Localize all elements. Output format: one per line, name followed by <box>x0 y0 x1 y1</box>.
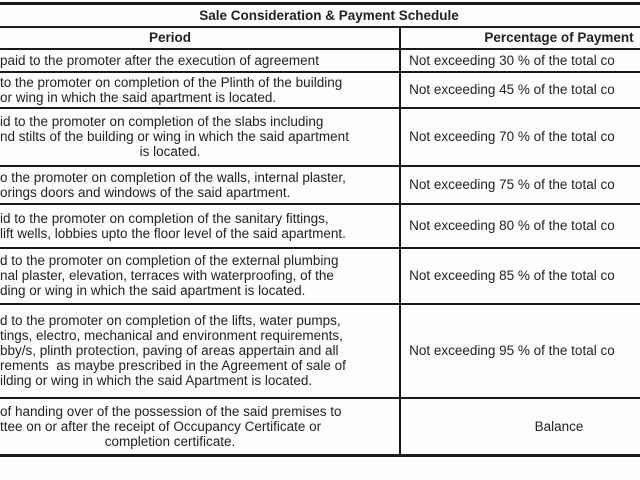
period-cell <box>0 108 400 166</box>
table-row <box>0 49 640 72</box>
table-sheet <box>0 2 640 457</box>
table-row <box>0 166 640 204</box>
payment-value: Balance <box>534 418 584 434</box>
period-line: is located. <box>139 144 201 159</box>
period-line: completion certificate. <box>104 433 236 449</box>
table-row <box>0 204 640 248</box>
payment-cell <box>400 49 640 72</box>
period-line: id to the promoter on completion of the sanitary fittings, <box>0 210 329 226</box>
payment-value: Not exceeding 75 % of the total co <box>409 177 615 192</box>
period-line: ding or wing in which the said apartment is located. <box>0 283 306 298</box>
column-header-payment: Percentage of Payment <box>400 27 640 49</box>
payment-cell <box>400 108 640 166</box>
period-cell <box>0 49 400 72</box>
period-line: paid to the promoter after the execution of agreement <box>0 52 319 68</box>
period-line: to the promoter on completion of the Plinth of the building <box>0 74 343 90</box>
payment-cell <box>400 166 640 204</box>
period-line: o the promoter on completion of the walls, internal plaster, <box>0 169 346 185</box>
payment-value: Not exceeding 95 % of the total co <box>409 343 615 358</box>
payment-cell <box>400 398 640 456</box>
table-header-row <box>0 27 640 49</box>
period-line: lift wells, lobbies upto the floor level of the said apartment. <box>0 225 346 241</box>
period-cell <box>0 166 400 204</box>
payment-value: Not exceeding 85 % of the total co <box>409 268 615 283</box>
payment-value: Not exceeding 45 % of the total co <box>409 82 615 97</box>
payment-cell <box>400 72 640 108</box>
table-row <box>0 398 640 456</box>
period-line: or wing in which the said apartment is located. <box>0 89 277 105</box>
period-line: rements as maybe prescribed in the Agreement of sale of <box>0 358 346 373</box>
period-cell <box>0 72 400 108</box>
period-cell <box>0 398 400 456</box>
table-row <box>0 72 640 108</box>
period-line: d to the promoter on completion of the lifts, water pumps, <box>0 313 341 328</box>
payment-cell <box>400 248 640 304</box>
period-line: ilding or wing in which the said Apartment is located. <box>0 373 313 388</box>
period-line: bby/s, plinth protection, paving of areas appertain and all <box>0 343 339 358</box>
payment-value: Not exceeding 80 % of the total co <box>409 218 615 233</box>
payment-value: Not exceeding 70 % of the total co <box>409 129 615 144</box>
period-cell <box>0 304 400 398</box>
table-title-row <box>0 4 640 27</box>
period-line: of handing over of the possession of the said premises to <box>0 403 342 419</box>
period-cell <box>0 204 400 248</box>
period-cell <box>0 248 400 304</box>
column-header-period: Period <box>0 27 400 49</box>
table-row <box>0 248 640 304</box>
payment-cell <box>400 204 640 248</box>
period-line: orings doors and windows of the said apartment. <box>0 184 291 200</box>
table-row <box>0 304 640 398</box>
payment-cell <box>400 304 640 398</box>
period-line: id to the promoter on completion of the slabs including <box>0 114 324 129</box>
payment-value: Not exceeding 30 % of the total co <box>409 52 615 68</box>
period-line: ttee on or after the receipt of Occupancy Certificate or <box>0 418 322 434</box>
period-line: nal plaster, elevation, terraces with waterproofing, of the <box>0 268 334 283</box>
payment-schedule-table <box>0 2 640 457</box>
page-title: Sale Consideration & Payment Schedule <box>0 4 640 27</box>
period-line: nd stilts of the building or wing in which the said apartment <box>0 129 349 144</box>
table-row <box>0 108 640 166</box>
period-line: tings, electro, mechanical and environment requirements, <box>0 328 343 343</box>
period-line: d to the promoter on completion of the external plumbing <box>0 253 339 268</box>
